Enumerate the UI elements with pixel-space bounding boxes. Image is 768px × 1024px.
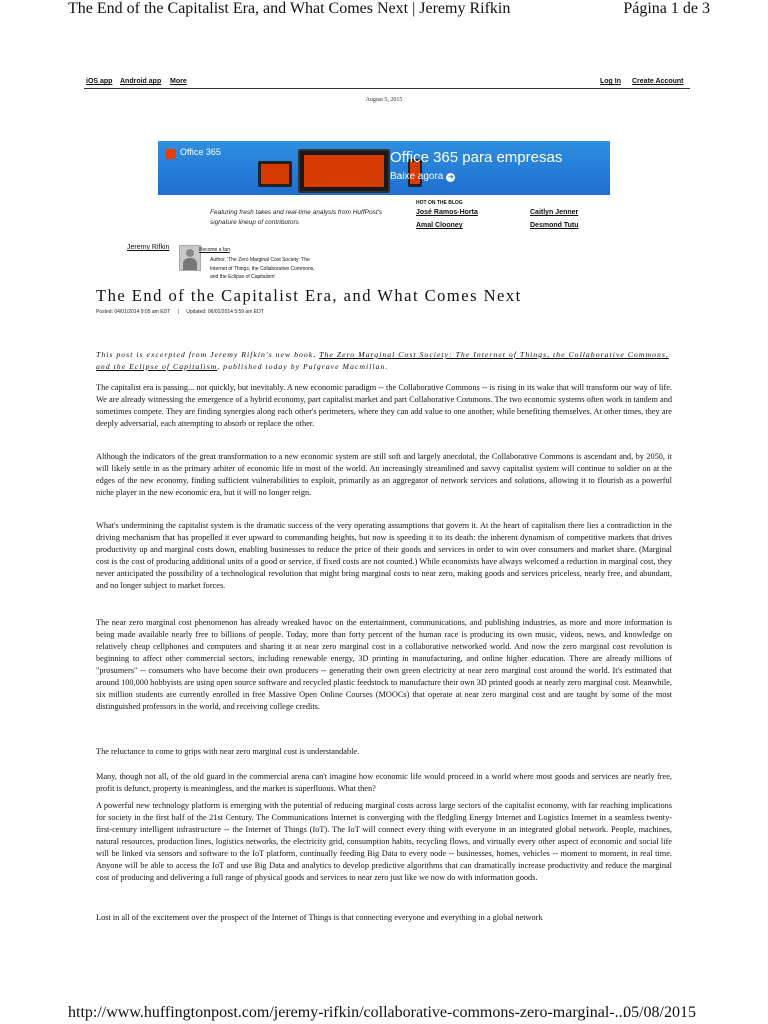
top-nav [84,76,690,89]
hot-on-blog-label: HOT ON THE BLOG [416,200,463,206]
article-intro [96,349,672,373]
print-page-number: Página 1 de 3 [623,0,710,17]
tablet-icon [258,161,292,187]
intro-text-end: , published today by Palgrave Macmillan. [217,362,389,371]
office365-ad-banner[interactable] [158,141,610,195]
article-paragraph: The capitalist era is passing... not quickly, but inevitably. A new economic paradigm -- the Collaborative Commons -- is rising in its wake that will transform our way of life. We are already witnessing the emergence of a hybrid economy, part capitalist market and part Collaborative Commons. The two economic systems often work in tandem and sometimes compete. They are finding synergies along each other's perimeters, where they can add value to one another, while benefiting themselves. At other times, they are deeply adversarial, each attempting to absorb or replace the other. [96,383,672,428]
ad-headline: Office 365 para empresas [390,149,563,166]
print-footer-url: http://www.huffingtonpost.com/jeremy-rifkin/collaborative-commons-zero-marginal-... [68,1004,627,1021]
ad-cta-button[interactable] [390,171,455,182]
author-avatar[interactable] [179,245,201,271]
hot-link[interactable]: Caitlyn Jenner [530,209,579,216]
updated-date: Updated: 06/01/2014 5:59 am EDT [186,309,264,315]
android-app-link[interactable]: Android app [120,78,162,85]
article-paragraph: What's undermining the capitalist system is the dramatic success of the very operating assumptions that govern it. At the heart of capitalism there lies a contradiction in the driving mechanism that has propelled it ever upward to commanding heights, but now is speeding it to its death: the inherent dynamism of competitive markets that drives productivity up and marginal costs down, enabling businesses to reduce the price of their goods and services in order to win over consumers and market share. (Marginal cost is the cost of producing additional units of a good or service, if fixed costs are not counted.) While economists have always welcomed a reduction in marginal cost, they never anticipated the possibility of a technological revolution that might bring marginal costs to near zero, making goods and services priceless, nearly free, and abundant, and no longer subject to market forces. [96,521,672,590]
print-footer-date: 05/08/2015 [623,1004,696,1021]
article-paragraph: Lost in all of the excitement over the prospect of the Internet of Things is that connecting everyone and everything in a global network [96,913,543,922]
page-date: August 5, 2015 [365,97,403,103]
login-link[interactable]: Log In [600,78,621,85]
separator: | [177,309,179,315]
print-header-title: The End of the Capitalist Era, and What Comes Next | Jeremy Rifkin [68,0,511,17]
article-paragraph: A powerful new technology platform is emerging with the potential of reducing marginal costs across large sectors of the capitalist economy, with far reaching implications for society in the first half of the 21st Century. The Communications Internet is converging with the fledgling Energy Internet and Logistics Internet in a seamless twenty-first-century intelligent infrastructure -- the Internet of Things (IoT). The IoT will connect every thing with everyone in an integrated global network. People, machines, natural resources, production lines, logistics networks, the electricity grid, consumption habits, recycling flows, and virtually every other aspect of economic and social life will be linked via sensors and software to the IoT platform, continually feeding Big Data to every node -- businesses, homes, vehicles -- moment to moment, in real time. Anyone will be able to access the IoT and use Big Data and analytics to develop predictive algorithms that can dramatically increase productivity and reduce the marginal cost of producing and delivering a full range of physical goods and services to near zero just like we now do with information goods. [96,801,672,882]
create-account-link[interactable]: Create Account [632,78,684,85]
blog-tagline: Featuring fresh takes and real-time analysis from HuffPost's signature lineup of contributors [210,209,383,226]
post-dates [96,309,264,315]
laptop-icon [298,149,390,193]
office-logo-icon [166,149,176,159]
ad-cta-label: Baixe agora [390,171,444,182]
intro-text: This post is excerpted from Jeremy Rifkin's new book, [96,350,320,359]
posted-date: Posted: 04/01/2014 9:05 am EDT [96,309,171,315]
article-paragraph: The near zero marginal cost phenomenon has already wreaked havoc on the entertainment, communications, and publishing industries, as more and more information is being made available nearly free to billions of people. Today, more than forty percent of the human race is producing its own music, videos, news, and knowledge on relatively cheap cellphones and computers and sharing it at near zero marginal cost in a collaborative networked world. And now the zero marginal cost revolution is beginning to affect other commercial sectors, including renewable energy, 3D printing in manufacturing, and online higher education. There are already millions of "prosumers" -- consumers who have become their own producers -- generating their own green electricity at near zero marginal cost around the world. It's estimated that around 100,000 hobbyists are using open source software and recycled plastic feedstock to manufacture their own 3D printed goods at nearly zero marginal cost. Meanwhile, six million students are currently enrolled in free Massive Open Online Courses (MOOCs) that operate at near zero marginal cost and are taught by some of the most distinguished professors in the world, and receiving college credits. [96,618,672,711]
article-paragraph: The reluctance to come to grips with near zero marginal cost is understandable. [96,747,360,756]
author-name-link[interactable]: Jeremy Rifkin [127,244,170,251]
article-paragraph: Many, though not all, of the old guard in the commercial arena can't imagine how economic life would proceed in a world where most goods and services are nearly free, profit is defunct, property is meaningless, and the market is superfluous. What then? [96,772,672,793]
author-bio: Author, 'The Zero Marginal Cost Society: The Internet of Things, the Collaborative Commons, and the Eclipse of Capitalism' [210,257,315,280]
hot-link[interactable]: José Ramos-Horta [416,209,478,216]
ad-brand-small: Office 365 [180,147,221,157]
arrow-right-icon: ➜ [447,174,454,181]
article-title: The End of the Capitalist Era, and What Comes Next [96,286,522,305]
book-link[interactable]: The Zero Marginal Cost Society: The Internet of Things, the Collaborative Commons, and the Eclipse of Capitalism [96,350,669,371]
ios-app-link[interactable]: iOS app [86,78,113,85]
more-link[interactable]: More [170,78,187,85]
hot-link[interactable]: Amal Clooney [416,222,463,229]
hot-link[interactable]: Desmond Tutu [530,222,579,229]
become-fan-link[interactable]: Become a fan [199,247,230,253]
article-paragraph: Although the indicators of the great transformation to a new economic system are still soft and largely anecdotal, the Collaborative Commons is ascendant and, by 2050, it will likely settle in as the primary arbiter of economic life in most of the world. An increasingly streamlined and savvy capitalist system will continue to soldier on at the edges of the new economy, finding sufficient vulnerabilities to exploit, primarily as an aggregator of network services and solutions, allowing it to flourish as a powerful niche player in the new economic era, but it will no longer reign. [96,452,672,497]
